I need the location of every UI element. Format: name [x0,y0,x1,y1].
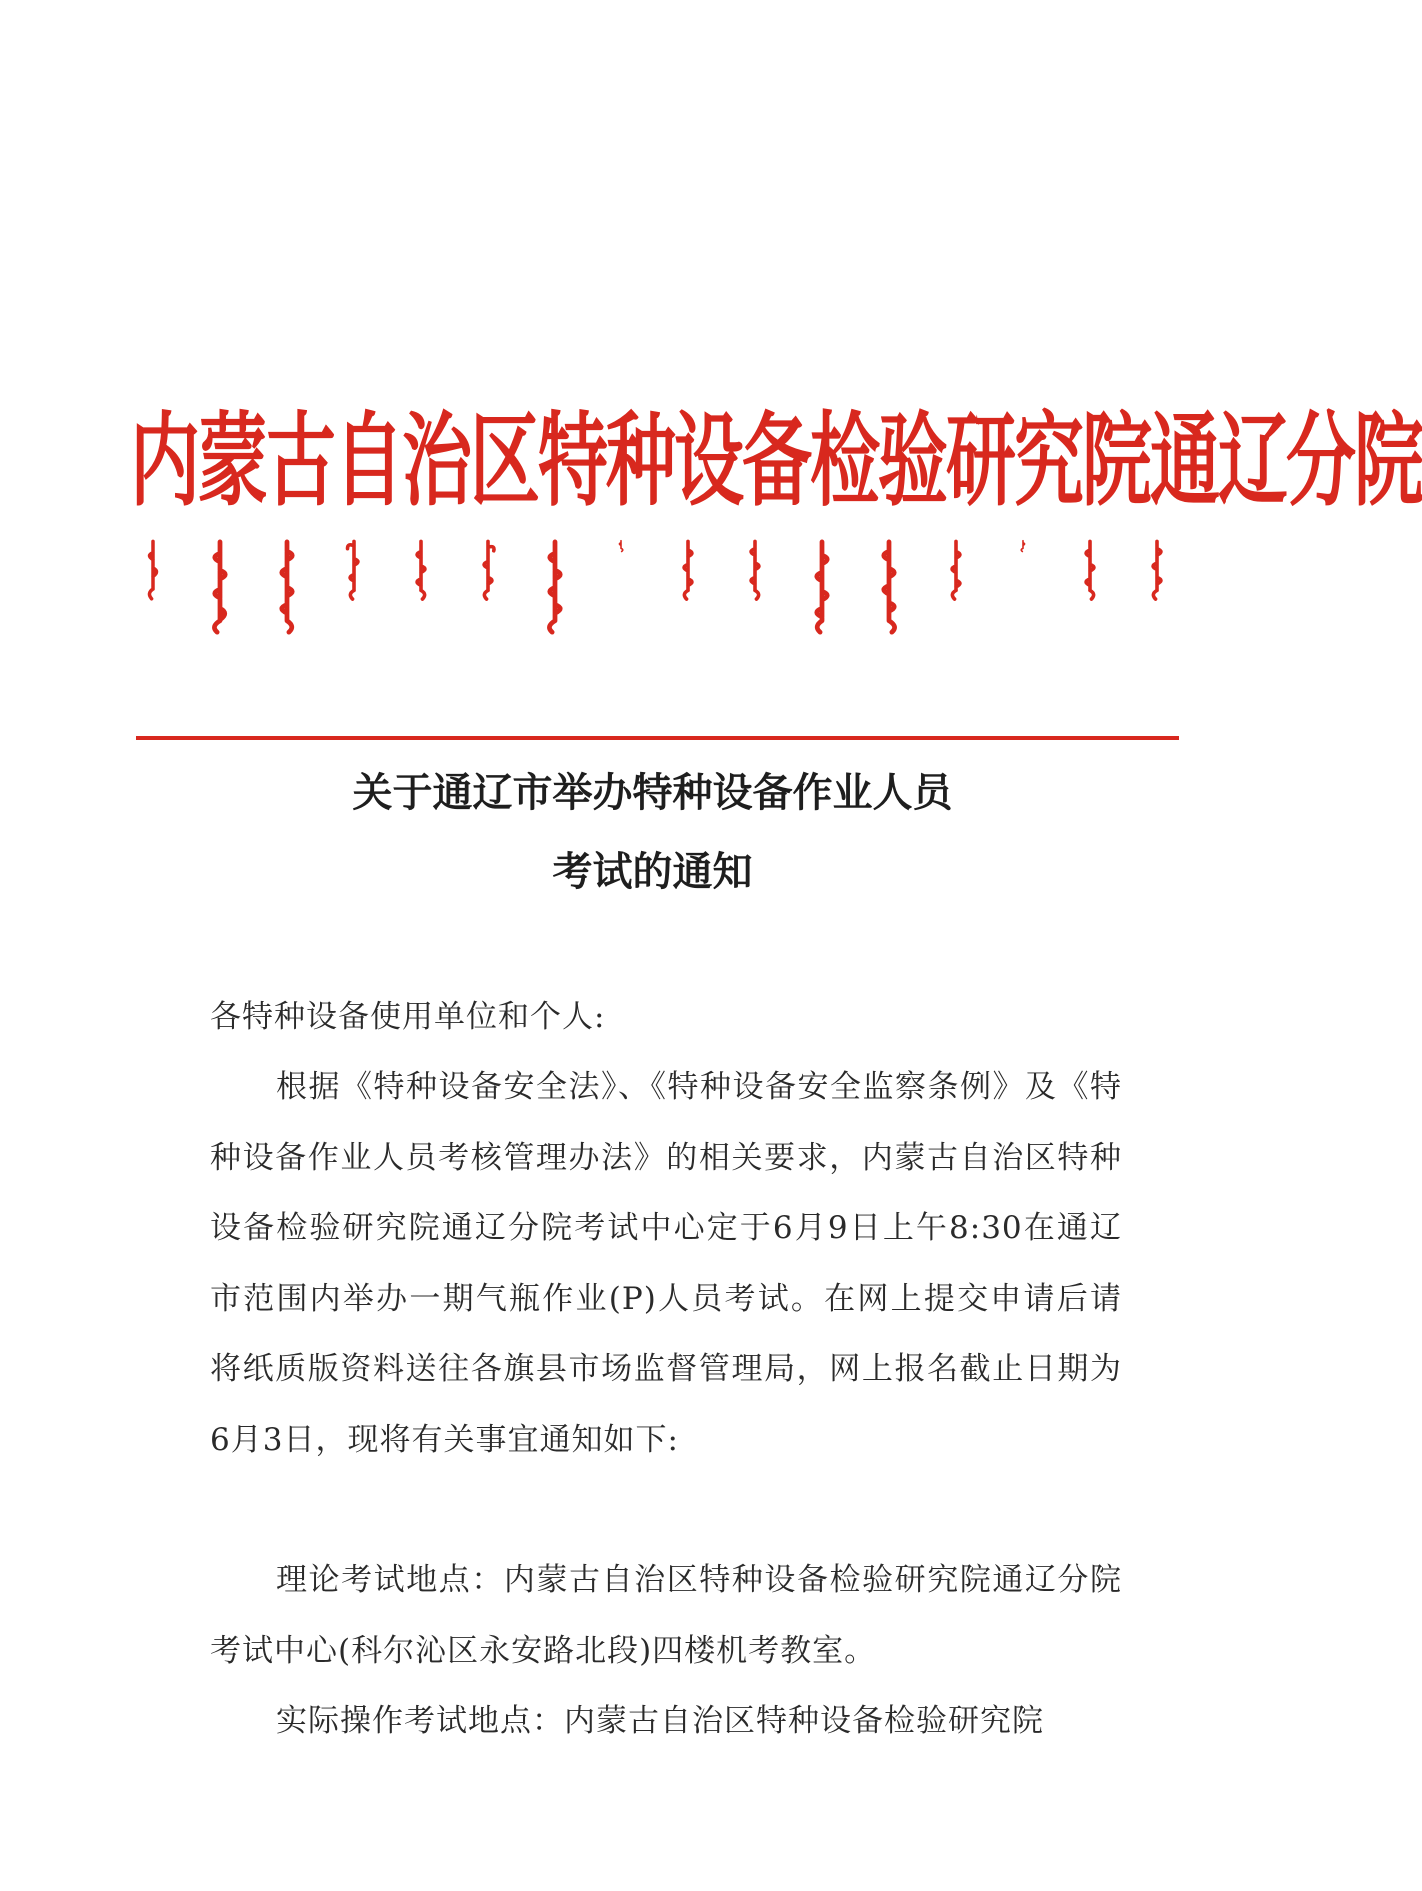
mongolian-glyph [207,540,233,635]
body-paragraph-theory-location: 理论考试地点：内蒙古自治区特种设备检验研究院通辽分院考试中心(科尔沁区永安路北段)四楼机考教室。 [210,1562,1122,1669]
mongolian-glyph [876,540,902,635]
header-divider [136,736,1179,740]
mongolian-glyph [1010,540,1036,572]
mongolian-glyph [475,540,501,612]
body-paragraph-exam-schedule: 根据《特种设备安全法》、《特种设备安全监察条例》及《特种设备作业人员考核管理办法》的相关要求，内蒙古自治区特种设备检验研究院通辽分院考试中心定于6月9日上午8:30在通辽市范围内举办一期气瓶作业(P)人员考试。在网上提交申请后请将纸质版资料送往各旗县市场监督管理局，网上报名截止日期为6月3日，现将有关事宜通知如下: [210,1069,1122,1458]
mongolian-glyph [675,540,701,612]
mongolian-glyph [408,540,434,612]
mongolian-glyph [1077,540,1103,612]
mongolian-glyph [274,540,300,635]
mongolian-glyph [742,540,768,612]
notice-title-line-1: 关于通辽市举办特种设备作业人员 [352,770,953,816]
body-paragraph-practical-location: 实际操作考试地点：内蒙古自治区特种设备检验研究院 [276,1703,1044,1739]
salutation: 各特种设备使用单位和个人: [210,999,606,1035]
mongolian-glyph [809,540,835,635]
mongolian-glyph [943,540,969,612]
notice-title-line-2: 考试的通知 [552,849,753,895]
mongolian-glyph [140,540,166,610]
mongolian-glyph [341,540,367,612]
mongolian-org-name [140,540,1170,650]
mongolian-glyph [608,540,634,572]
mongolian-glyph [1144,540,1170,612]
org-masthead: 内蒙古自治区特种设备检验研究院通辽分院 [130,401,1422,521]
mongolian-glyph [542,540,568,635]
